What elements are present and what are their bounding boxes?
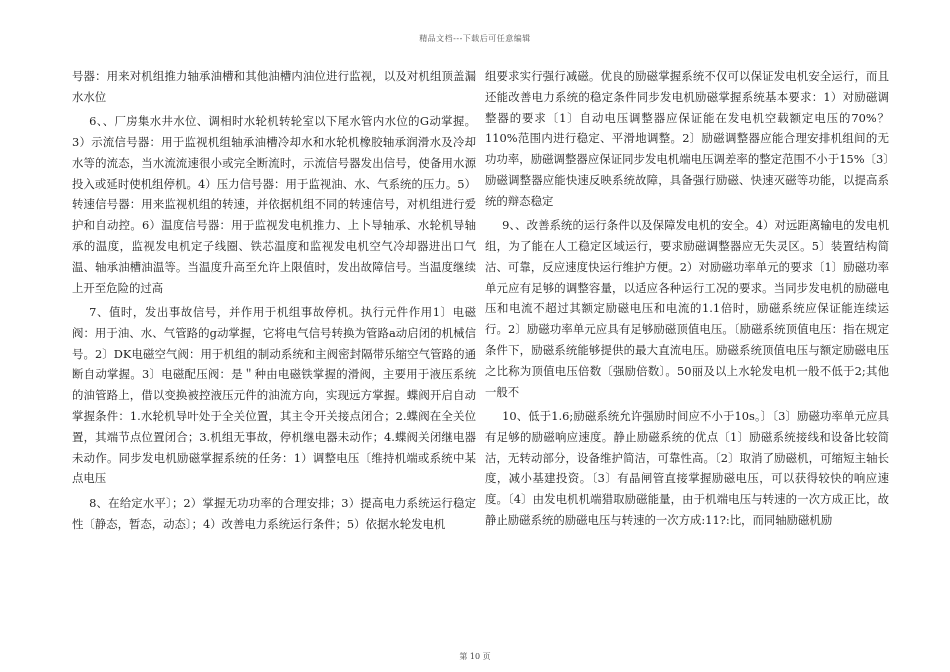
- paragraph: 号器：用来对机组推力轴承油槽和其他油槽内油位进行监视，以及对机组顶盖漏水水位: [72, 69, 476, 104]
- paragraph: 10、低于1.6;励磁系统允许强励时间应不小于10s。〕〔3〕励磁功率单元应具有足够的励磁响应速度。静止励磁系统的优点〔1〕励磁系统接线和设备比较简沽，无转动部分，设备维护简洁，可靠性高。〔2〕取消了励磁机，可缩短主轴长度，减小基建投资。〔3〕有晶闸管直接掌握励磁电压，可以获得较快的响应速度。〔4〕由发电机机端猎取励磁能量，由于机端电压与转速的一次方成正比，故静止励磁系统的励磁电压与转速的一次方成:11?:比，而同轴励磁机励: [485, 408, 889, 527]
- right-column: [485, 66, 889, 534]
- paragraph: 6、、厂房集水井水位、调相时水轮机转轮室以下尾水管内水位的G动掌握。3）示流信号器：用于监视机组轴承油槽冷却水和水轮机橡胶轴承润滑水及冷却水等的流态，当水流流速很小或完全断流时，示流信号器发出信号，使备用水源投入或延时使机组停机。4）压力信号器：用于监视油、水、气系统的压力。5）转速信号器：用来监视机组的转速，并依据机组不同的转速信号，对机组进行爱护和自动控。6）温度信号器：用于监视发电机推力、上卜导轴承、水轮机导轴承的温度，监视发电机定子线圈、铁芯温度和监视发电机空气冷却器进出口气温、轴承油槽油温等。当温度升高至允许上限值时，发出故障信号。当温度继续上开至危险的过高: [72, 114, 476, 295]
- paragraph: 7、值时，发出事故信号，并作用于机组事故停机。执行元件作用1〕电磁阀：用于油、水、气管路的g动掌握，它将电气信号转换为管路a动启闭的机械信号。2〕DK电磁空气阀：用于机组的制动系统和主阀密封隔带乐缩空气管路的通断自动掌握。3〕电磁配压阀：是＂种由电磁铁掌握的滑阀，主要用于液压系统的油管路上，借以变换被控液压元件的油流方向，实现远方掌握。蝶阀开启自动掌握条件：1.水轮机导叶处于全关位置，其主令开关接点闭合；2.蝶阀在全关位置，其端节点位置闭合；3.机组无事故，停机继电器未动作；4.蝶阀关闭继电器未动作。同步发电机励磁掌握系统的任务：1）调整电压〔维持机端或系统中某点电压: [72, 304, 476, 486]
- paragraph: 组要求实行强行减磁。优良的励磁掌握系统不仅可以保证发电机安全运行，而且还能改善电力系统的稳定条件同步发电机励磁掌握系统基本要求：1）对励磁调整器的要求〔1〕自动电压调整器应保证能在发电机空载额定电压的70%？110%范围内进行稳定、平滑地调整。2〕励磁调整器应能合理安排机组间的无功功率，励磁调整器应保证同步发电机端电压调差率的整定范围不小于15%〔3〕励磁调整器应能快速反映系统故障，具备强行励磁、快速灭磁等功能，以提高系统的辩态稳定: [485, 69, 889, 208]
- page-number: 第 10 页: [459, 652, 491, 661]
- page-header: 精品文档---下载后可任意编辑: [419, 34, 531, 43]
- paragraph: 8、在给定水平〕；2）掌握无功功率的合理安排；3）提高电力系统运行稳定性〔静态，暂态，动态〕；4）改善电力系统运行条件；5）依据水轮发电机: [72, 495, 476, 531]
- left-column: [72, 66, 476, 538]
- paragraph: 9、、改善系统的运行条件以及保障发电机的安全。4）对远距离输电的发电机组，为了能在人工稳定区域运行，要求励磁调整器应无失灵区。5〕装置结构简沽、可靠，反应速度快运行维护方便。2）对励磁功率单元的要求〔1〕励磁功率单元应有足够的调整容量，以适应各种运行工况的要求。当同步发电机的励磁电压和电流不超过其额定励磁电压和电流的1.1倍时，励磁系统应保证能连续运行。2〕励磁功率单元应具有足够励磁顶值电压。〔励磁系统顶值电压：指在规定条件下，励磁系统能够提供的最大直流电压。励磁系统顶值电压与额定励磁电压之比称为顶值电压倍数〔强励倍数〕。50丽及以上水轮发电机一般不低于2;其他一般不: [485, 218, 889, 399]
